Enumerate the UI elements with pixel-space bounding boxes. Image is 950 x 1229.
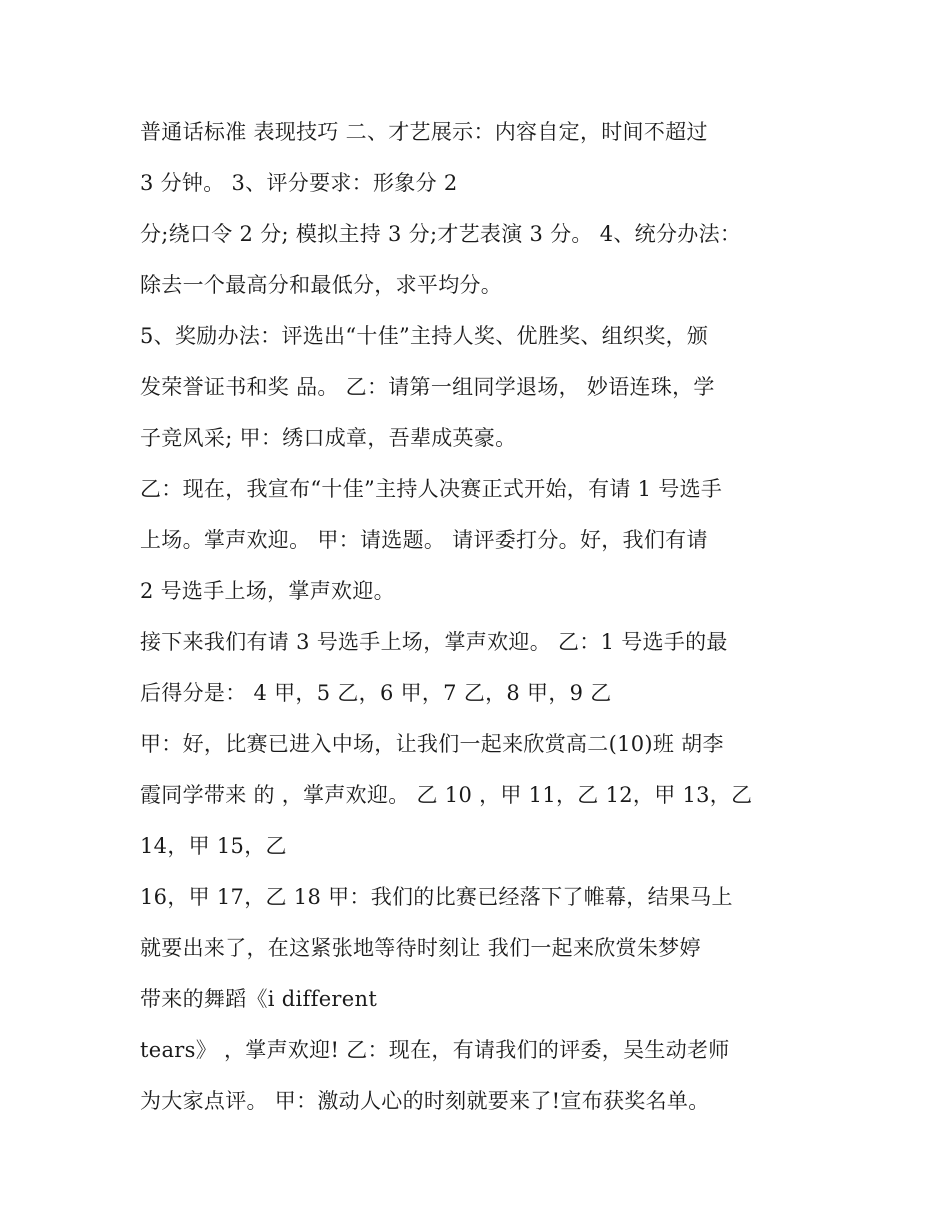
- text-line-13: 甲：好，比赛已进入中场，让我们一起来欣赏高二(10)班 胡李: [140, 732, 724, 756]
- text-line-8: 乙：现在，我宣布“十佳”主持人决赛正式开始，有请 1 号选手: [140, 477, 723, 501]
- text-line-6: 发荣誉证书和奖 品。 乙：请第一组同学退场， 妙语连珠，学: [140, 375, 715, 399]
- text-line-17: 就要出来了，在这紧张地等待时刻让 我们一起来欣赏朱梦婷: [140, 936, 701, 960]
- text-line-12: 后得分是： 4 甲，5 乙，6 甲，7 乙，8 甲，9 乙: [140, 681, 612, 705]
- text-line-14: 霞同学带来 的 ，掌声欢迎。 乙 10 ，甲 11，乙 12，甲 13，乙: [140, 783, 753, 807]
- text-line-19: tears》 ，掌声欢迎! 乙：现在，有请我们的评委，吴生动老师: [140, 1038, 730, 1062]
- text-line-5: 5、奖励办法：评选出“十佳”主持人奖、优胜奖、组织奖，颁: [140, 324, 709, 348]
- text-line-15: 14，甲 15，乙: [140, 834, 287, 858]
- text-line-20: 为大家点评。 甲：激动人心的时刻就要来了!宣布获奖名单。: [140, 1089, 710, 1113]
- text-line-11: 接下来我们有请 3 号选手上场，掌声欢迎。 乙：1 号选手的最: [140, 630, 728, 654]
- text-line-16: 16，甲 17，乙 18 甲：我们的比赛已经落下了帷幕，结果马上: [140, 885, 733, 909]
- document-body: [140, 107, 820, 1127]
- text-line-1: 普通话标准 表现技巧 二、才艺展示：内容自定，时间不超过: [140, 120, 708, 144]
- text-line-10: 2 号选手上场，掌声欢迎。: [140, 579, 395, 603]
- text-line-2: 3 分钟。 3、评分要求：形象分 2: [140, 171, 458, 195]
- text-line-18: 带来的舞蹈《i different: [140, 987, 378, 1011]
- text-line-3: 分;绕口令 2 分; 模拟主持 3 分;才艺表演 3 分。 4、统分办法：: [140, 222, 742, 246]
- text-line-4: 除去一个最高分和最低分，求平均分。: [140, 273, 503, 297]
- text-line-7: 子竞风采; 甲：绣口成章，吾辈成英豪。: [140, 426, 517, 450]
- text-line-9: 上场。掌声欢迎。 甲：请选题。 请评委打分。好，我们有请: [140, 528, 708, 552]
